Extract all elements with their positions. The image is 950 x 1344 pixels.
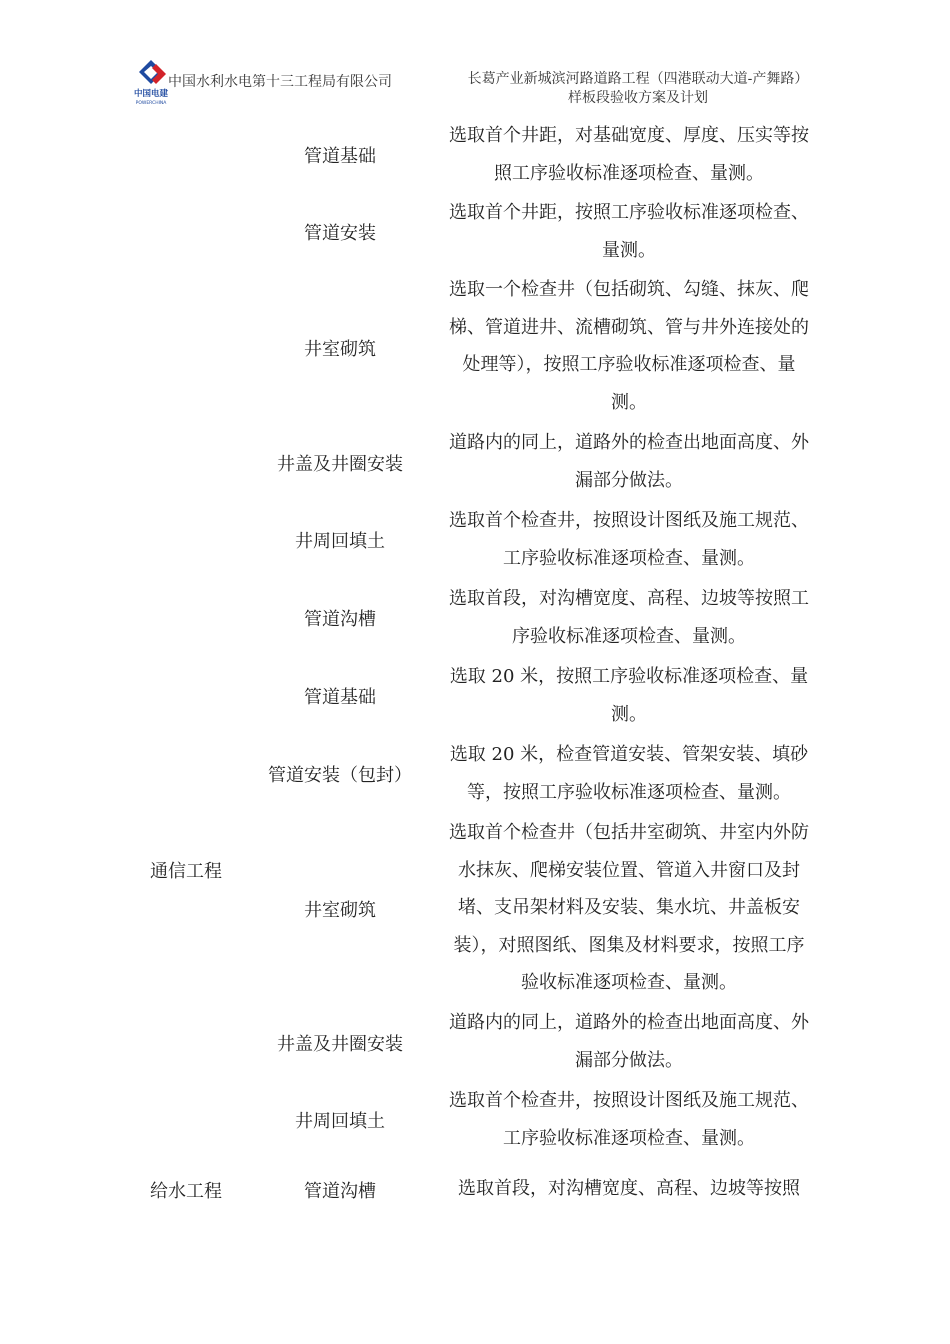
company-name: 中国水利水电第十三工程局有限公司 xyxy=(168,74,392,90)
table-item: 井室砌筑 xyxy=(304,900,376,921)
table-category: 通信工程 xyxy=(150,861,222,882)
table-category: 给水工程 xyxy=(150,1181,222,1202)
table-desc: 选取一个检查井（包括砌筑、勾缝、抹灰、爬梯、管道进井、流槽砌筑、管与井外连接处的处理等），按照工序验收标准逐项检查、量测。 xyxy=(449,279,809,413)
table-item: 管道沟槽 xyxy=(304,1181,376,1202)
table-desc: 选取首段，对沟槽宽度、高程、边坡等按照工序验收标准逐项检查、量测。 xyxy=(449,588,809,647)
table-item: 井周回填土 xyxy=(295,1111,385,1132)
project-title-line2: 样板段验收方案及计划 xyxy=(568,90,708,106)
svg-text:POWERCHINA: POWERCHINA xyxy=(135,101,167,106)
table-desc: 选取首个井距，按照工序验收标准逐项检查、量测。 xyxy=(449,202,809,261)
project-title xyxy=(448,70,828,108)
table-desc: 选取首个检查井，按照设计图纸及施工规范、工序验收标准逐项检查、量测。 xyxy=(449,510,809,569)
table-desc: 选取首个检查井，按照设计图纸及施工规范、工序验收标准逐项检查、量测。 xyxy=(449,1090,809,1149)
page-header xyxy=(0,0,950,110)
table-item: 管道基础 xyxy=(304,146,376,167)
table-item: 管道基础 xyxy=(304,687,376,708)
table-desc: 选取首个井距，对基础宽度、厚度、压实等按照工序验收标准逐项检查、量测。 xyxy=(449,125,809,184)
table-desc: 选取首个检查井（包括井室砌筑、井室内外防水抹灰、爬梯安装位置、管道入井窗口及封堵、支吊架材料及安装、集水坑、井盖板安装），对照图纸、图集及材料要求，按照工序验收标准逐项检查、量测。 xyxy=(449,822,809,993)
table-item: 井盖及井圈安装 xyxy=(277,454,403,475)
table-item: 井盖及井圈安装 xyxy=(277,1034,403,1055)
table-desc: 道路内的同上，道路外的检查出地面高度、外漏部分做法。 xyxy=(449,432,809,491)
table-desc: 选取 20 米，检查管道安装、管架安装、填砂等，按照工序验收标准逐项检查、量测。 xyxy=(449,744,809,803)
table-item: 井室砌筑 xyxy=(304,339,376,360)
svg-text:中国电建: 中国电建 xyxy=(133,89,169,99)
table-desc: 选取 20 米，按照工序验收标准逐项检查、量测。 xyxy=(449,666,809,725)
table-desc: 选取首段，对沟槽宽度、高程、边坡等按照 xyxy=(458,1178,800,1199)
table-item: 管道安装（包封） xyxy=(268,765,412,786)
project-title-line1: 长葛产业新城滨河路道路工程（四港联动大道-产舞路） xyxy=(467,71,809,87)
table-desc: 道路内的同上，道路外的检查出地面高度、外漏部分做法。 xyxy=(449,1012,809,1071)
table-item: 管道沟槽 xyxy=(304,609,376,630)
table-item: 井周回填土 xyxy=(295,531,385,552)
powerchina-logo-icon xyxy=(130,58,172,106)
table-item: 管道安装 xyxy=(304,223,376,244)
